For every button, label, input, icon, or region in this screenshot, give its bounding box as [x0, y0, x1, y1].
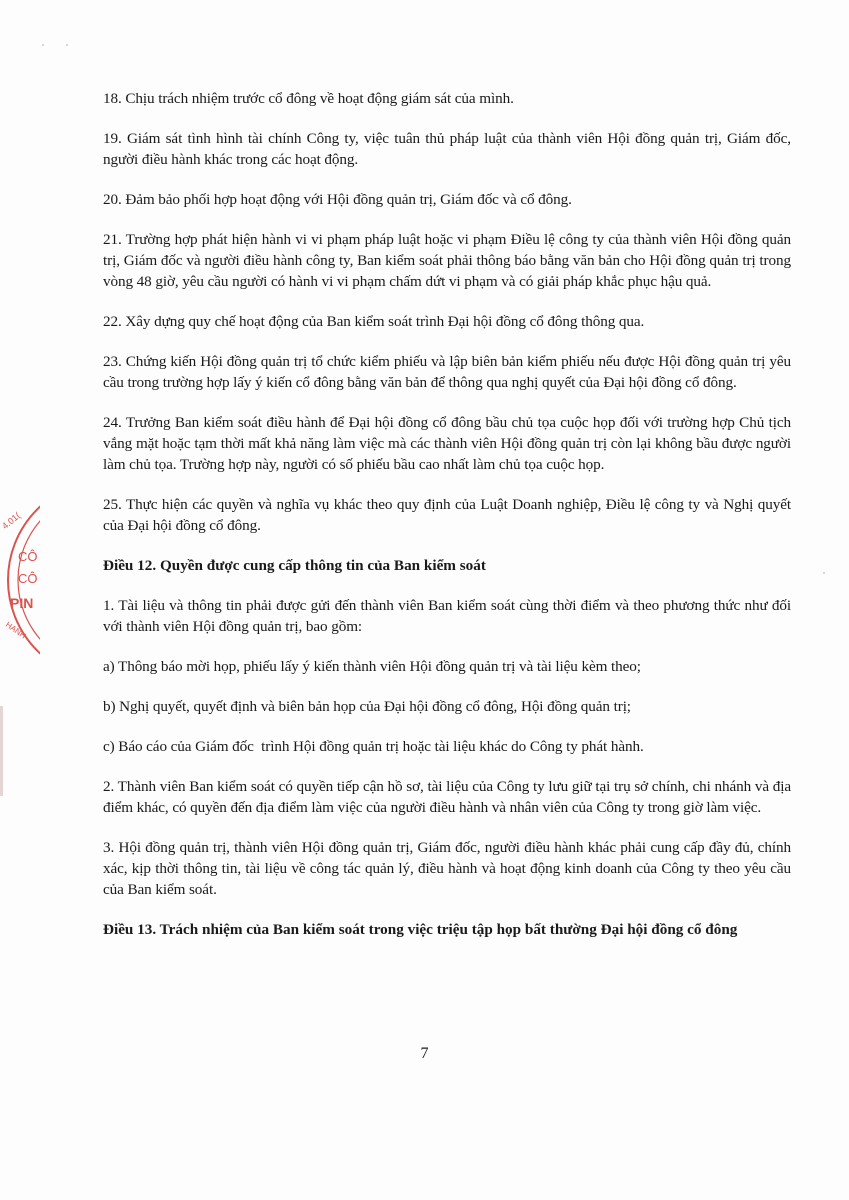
document-body [103, 88, 791, 959]
page-number: 7 [420, 1045, 429, 1062]
scan-speck [42, 44, 44, 46]
article-13-heading: Điều 13. Trách nhiệm của Ban kiểm soát trong việc triệu tập họp bất thường Đại hội đồng cổ đông [103, 921, 738, 938]
scan-speck [66, 44, 68, 46]
seal-line-3: PIN [10, 595, 34, 611]
article-12-clause-2: 2. Thành viên Ban kiểm soát có quyền tiếp cận hồ sơ, tài liệu của Công ty lưu giữ tại trụ sở chính, chi nhánh và địa điểm khác, có quyền đến địa điểm làm việc của người điều hành và nhân viên của Công ty trong giờ làm việc. [103, 778, 791, 816]
seal-arc-top: 4.01( [0, 510, 23, 532]
article-12-clause-3: 3. Hội đồng quản trị, thành viên Hội đồng quản trị, Giám đốc, người điều hành khác phải cung cấp đầy đủ, chính xác, kịp thời thông tin, tài liệu về công tác quản lý, điều hành và hoạt động kinh doanh của Công ty theo yêu cầu của Ban kiểm soát. [103, 839, 791, 898]
article-12-item-a: a) Thông báo mời họp, phiếu lấy ý kiến thành viên Hội đồng quản trị và tài liệu kèm theo; [103, 658, 641, 675]
clause-23: 23. Chứng kiến Hội đồng quản trị tổ chức kiểm phiếu và lập biên bản kiểm phiếu nếu được Hội đồng quản trị yêu cầu trong trường hợp lấy ý kiến cổ đông bằng văn bản để thông qua nghị quyết của Đại hội đồng cổ đông. [103, 353, 791, 391]
clause-19: 19. Giám sát tình hình tài chính Công ty, việc tuân thủ pháp luật của thành viên Hội đồng quản trị, Giám đốc, người điều hành khác trong các hoạt động. [103, 130, 791, 168]
clause-25: 25. Thực hiện các quyền và nghĩa vụ khác theo quy định của Luật Doanh nghiệp, Điều lệ công ty và Nghị quyết của Đại hội đồng cổ đông. [103, 496, 791, 534]
scan-edge-mark [0, 706, 3, 796]
scan-speck [823, 572, 825, 574]
seal-line-2: CÔ [18, 571, 38, 586]
company-seal-fragment [0, 505, 40, 655]
clause-20: 20. Đảm bảo phối hợp hoạt động với Hội đồng quản trị, Giám đốc và cổ đông. [103, 191, 572, 208]
article-12-item-b: b) Nghị quyết, quyết định và biên bản họp của Đại hội đồng cổ đông, Hội đồng quản trị; [103, 698, 631, 715]
clause-22: 22. Xây dựng quy chế hoạt động của Ban kiểm soát trình Đại hội đồng cổ đông thông qua. [103, 313, 645, 330]
clause-18: 18. Chịu trách nhiệm trước cổ đông về hoạt động giám sát của mình. [103, 90, 514, 107]
seal-arc-bottom: HANH [3, 620, 28, 641]
article-12-clause-1: 1. Tài liệu và thông tin phải được gửi đến thành viên Ban kiểm soát cùng thời điểm và theo phương thức như đối với thành viên Hội đồng quản trị, bao gồm: [103, 597, 791, 635]
clause-21: 21. Trường hợp phát hiện hành vi vi phạm pháp luật hoặc vi phạm Điều lệ công ty của thành viên Hội đồng quản trị, Giám đốc và người điều hành công ty, Ban kiểm soát phải thông báo bằng văn bản cho Hội đồng quản trị trong vòng 48 giờ, yêu cầu người có hành vi vi phạm chấm dứt vi phạm và có giải pháp khắc phục hậu quả. [103, 231, 791, 290]
seal-icon [0, 505, 40, 655]
seal-line-1: CÔ [18, 549, 38, 564]
article-12-item-c: c) Báo cáo của Giám đốc trình Hội đồng quản trị hoặc tài liệu khác do Công ty phát hành. [103, 738, 644, 755]
article-12-heading: Điều 12. Quyền được cung cấp thông tin của Ban kiểm soát [103, 557, 486, 574]
clause-24: 24. Trưởng Ban kiểm soát điều hành để Đại hội đồng cổ đông bầu chủ tọa cuộc họp đối với trường hợp Chủ tịch vắng mặt hoặc tạm thời mất khả năng làm việc mà các thành viên Hội đồng quản trị còn lại không bầu được người làm chủ tọa. Trường hợp này, người có số phiếu bầu cao nhất làm chủ tọa cuộc họp. [103, 414, 791, 473]
